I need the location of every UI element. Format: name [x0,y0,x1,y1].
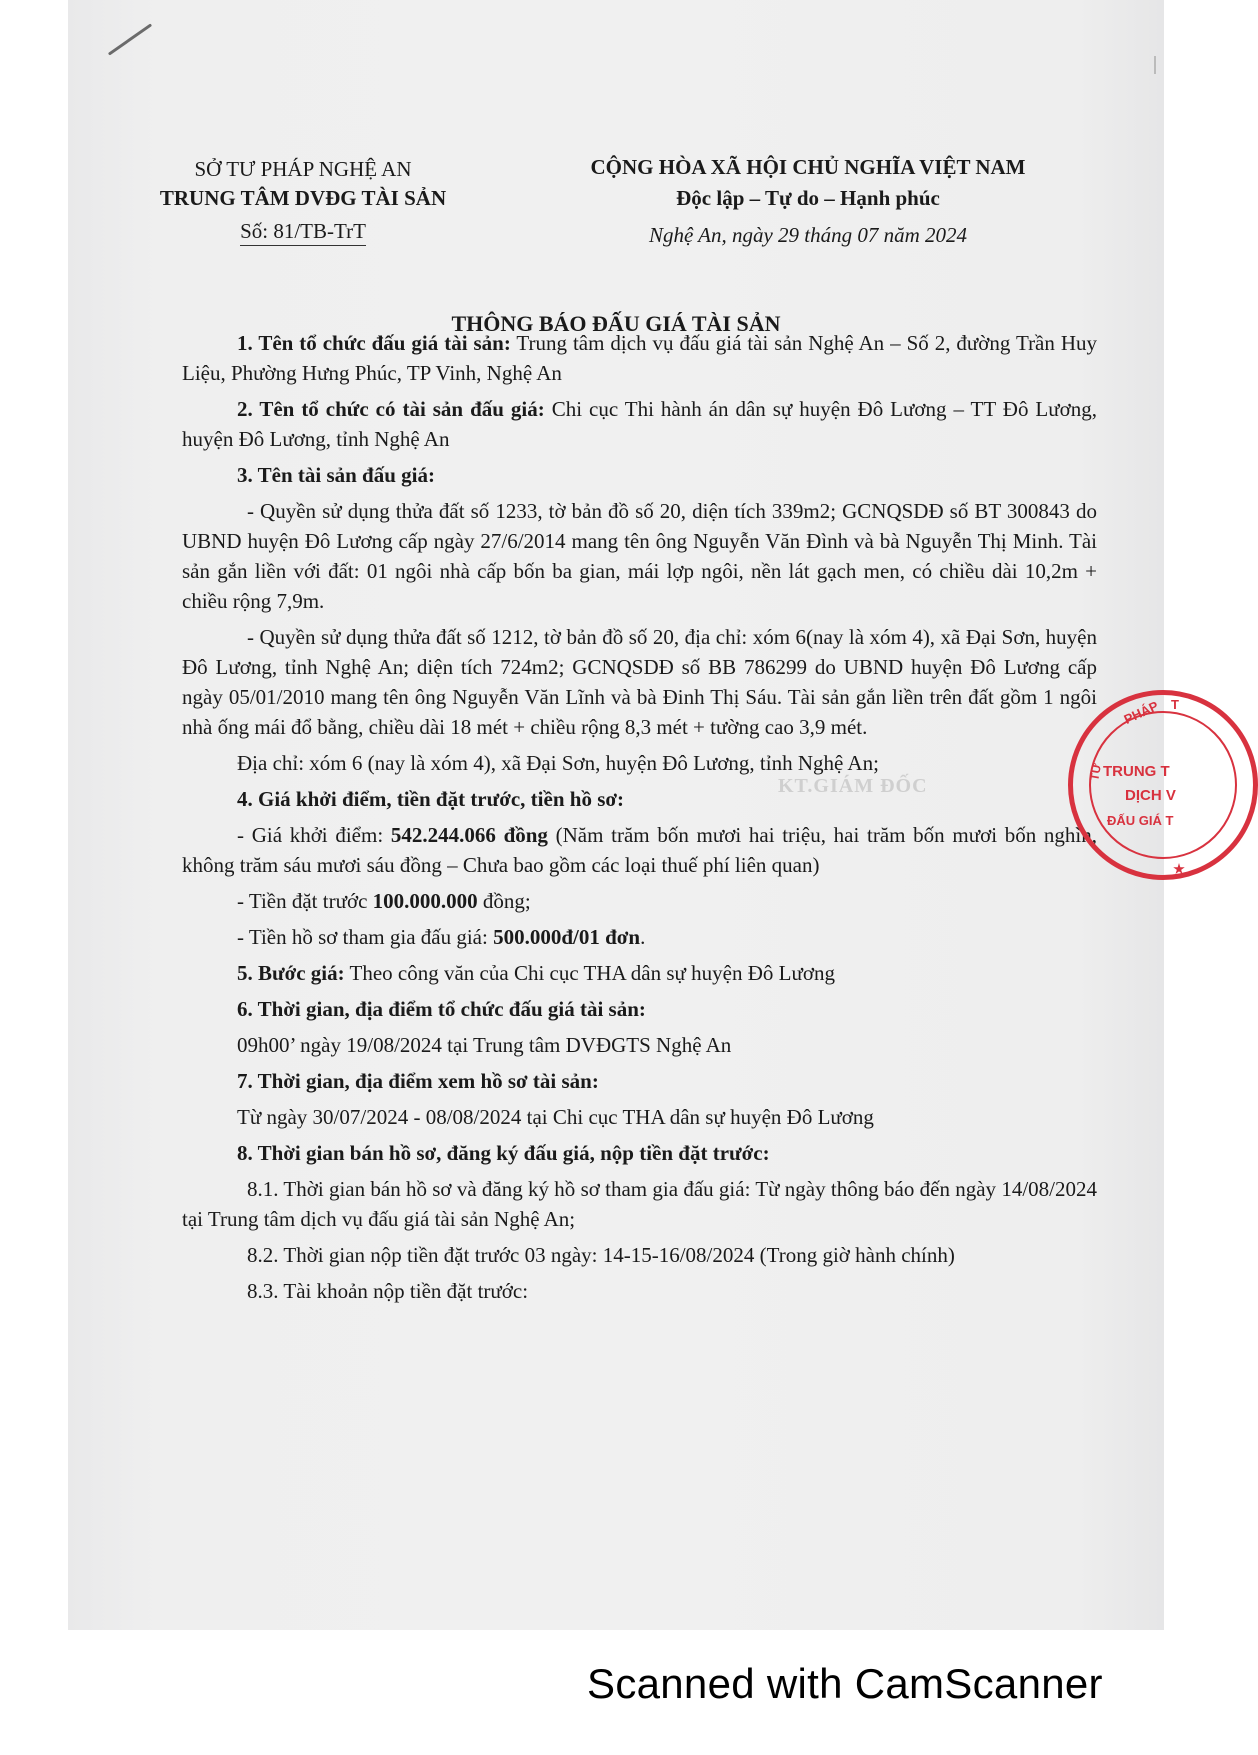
application-fee: - Tiền hồ sơ tham gia đấu giá: 500.000đ/01 đơn. [237,925,646,949]
section-2-label: 2. Tên tổ chức có tài sản đấu giá: [237,397,545,421]
edge-mark [1154,56,1156,74]
scanned-page [68,0,1179,1630]
bleed-through-text: KT.GIÁM ĐỐC [778,775,928,797]
section-8-label: 8. Thời gian bán hồ sơ, đăng ký đấu giá, nộp tiền đặt trước: [237,1141,770,1165]
section-4-label: 4. Giá khởi điểm, tiền đặt trước, tiền hồ sơ: [237,787,624,811]
seal-text-line1: TRUNG T [1103,763,1170,780]
section-8-2: 8.2. Thời gian nộp tiền đặt trước 03 ngày: 14-15-16/08/2024 (Trong giờ hành chính) [247,1243,955,1267]
document-number: Số: 81/TB-TrT [240,217,366,246]
section-8-1: 8.1. Thời gian bán hồ sơ và đăng ký hồ sơ tham gia đấu giá: Từ ngày thông báo đến ngày 14/08/2024 tại Trung tâm dịch vụ đấu giá tài sản Nghệ An; [182,1177,1097,1231]
section-5-label: 5. Bước giá: [237,961,345,985]
official-red-seal [1068,690,1258,880]
seal-text-top: PHÁP [1121,698,1161,727]
section-5-text: Theo công văn của Chi cục THA dân sự huyện Đô Lương [344,961,835,985]
deposit: - Tiền đặt trước 100.000.000 đồng; [237,889,531,913]
seal-text-left: TƯ [1087,762,1105,782]
section-2 [182,394,1097,454]
section-7-text: Từ ngày 30/07/2024 - 08/08/2024 tại Chi cục THA dân sự huyện Đô Lương [237,1105,874,1129]
asset-1-description: - Quyền sử dụng thửa đất số 1233, tờ bản đồ số 20, diện tích 339m2; GCNQSDĐ số BT 300843 do UBND huyện Đô Lương cấp ngày 27/6/2014 mang tên ông Nguyễn Văn Đình và bà Nguyễn Thị Minh. Tài sản gắn liền với đất: 01 ngôi nhà cấp bốn ba gian, mái lợp ngôi, nền lát gạch men, có chiều dài 10,2m + chiều rộng 7,9m. [182,499,1097,613]
issuer-name: TRUNG TÂM DVĐG TÀI SẢN [159,186,447,210]
section-2-text: Chi cục Thi hành án dân sự huyện Đô Lương – TT Đô Lương, huyện Đô Lương, tỉnh Nghệ An [182,397,1097,451]
national-header [538,152,1078,251]
seal-inner-ring [1089,711,1237,859]
section-1-text: Trung tâm dịch vụ đấu giá tài sản Nghệ An – Số 2, đường Trần Huy Liệu, Phường Hưng Phúc, TP Vinh, Nghệ An [182,331,1097,385]
camscanner-watermark: Scanned with CamScanner [587,1660,1103,1707]
document-date: Nghệ An, ngày 29 tháng 07 năm 2024 [648,223,968,247]
issuer-parent: SỞ TƯ PHÁP NGHỆ AN [194,157,412,181]
issuer-header [158,155,448,246]
section-7-label: 7. Thời gian, địa điểm xem hồ sơ tài sản: [237,1069,599,1093]
section-5 [182,958,1097,988]
application-fee-value: 500.000đ/01 đơn [493,925,641,949]
national-motto: Độc lập – Tự do – Hạnh phúc [676,186,940,210]
seal-text-top-right: T [1171,697,1179,712]
section-6-text: 09h00’ ngày 19/08/2024 tại Trung tâm DVĐGTS Nghệ An [237,1033,732,1057]
document-body [182,328,1097,1306]
section-6-label: 6. Thời gian, địa điểm tổ chức đấu giá tài sản: [237,997,646,1021]
section-1 [182,328,1097,388]
asset-2-description: - Quyền sử dụng thửa đất số 1212, tờ bản đồ số 20, địa chỉ: xóm 6(nay là xóm 4), xã Đại Sơn, huyện Đô Lương, tỉnh Nghệ An; diện tích 724m2; GCNQSDĐ số BB 786299 do UBND huyện Đô Lương cấp ngày 05/01/2010 mang tên ông Nguyễn Văn Lĩnh và bà Đinh Thị Sáu. Tài sản gắn liền trên đất gồm 1 ngôi nhà ống mái đổ bằng, chiều dài 18 mét + chiều rộng 8,3 mét + tường cao 3,9 mét. [182,625,1097,739]
document-title: THÔNG BÁO ĐẤU GIÁ TÀI SẢN [451,311,781,336]
asset-address: Địa chỉ: xóm 6 (nay là xóm 4), xã Đại Sơn, huyện Đô Lương, tỉnh Nghệ An; [237,751,879,775]
national-title: CỘNG HÒA XÃ HỘI CHỦ NGHĨA VIỆT NAM [590,155,1026,179]
seal-star-icon [1173,863,1185,875]
pen-stroke-mark [108,23,152,55]
starting-price-value: 542.244.066 đồng [390,823,548,847]
section-1-label: 1. Tên tổ chức đấu giá tài sản: [237,331,511,355]
seal-text-line3: ĐẤU GIÁ T [1107,813,1174,828]
section-3-label: 3. Tên tài sản đấu giá: [237,463,435,487]
section-8-3: 8.3. Tài khoản nộp tiền đặt trước: [247,1279,529,1303]
seal-text-line2: DỊCH V [1125,787,1176,804]
deposit-value: 100.000.000 [372,889,478,913]
starting-price: - Giá khởi điểm: 542.244.066 đồng (Năm trăm bốn mươi hai triệu, hai trăm bốn mươi bốn nghìn, không trăm sáu mươi sáu đồng – Chưa bao gồm các loại thuế phí liên quan) [182,823,1098,877]
